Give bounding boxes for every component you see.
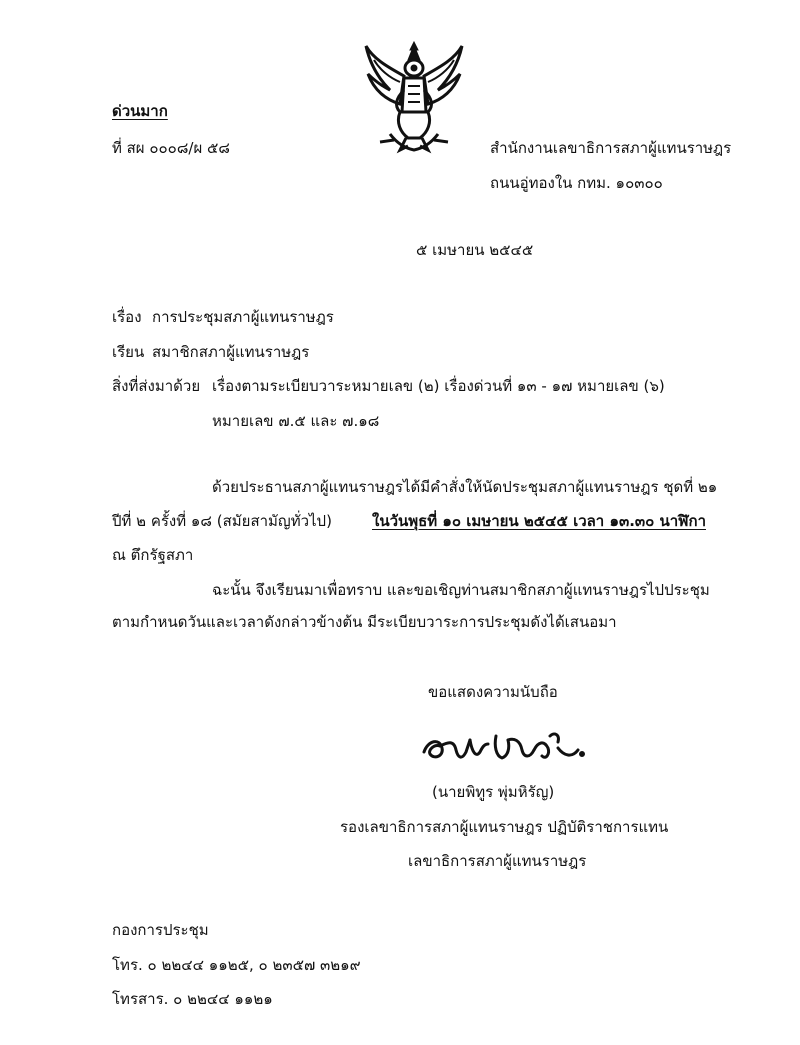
body-paragraph-1-line-3: ณ ตึกรัฐสภา	[112, 546, 194, 564]
footer-phone: โทร. ๐ ๒๒๔๔ ๑๑๒๕, ๐ ๒๓๕๗ ๓๒๑๙	[112, 956, 361, 974]
body-paragraph-1-line-1: ด้วยประธานสภาผู้แทนราษฎรได้มีคำสั่งให้นัดประชุมสภาผู้แทนราษฎร ชุดที่ ๒๑	[212, 478, 718, 496]
recipient-label: เรียน	[112, 343, 145, 361]
sender-address: ถนนอู่ทองใน กทม. ๑๐๓๐๐	[490, 174, 663, 192]
garuda-emblem-icon	[360, 38, 468, 156]
closing-phrase: ขอแสดงความนับถือ	[428, 683, 558, 701]
handwritten-signature-icon	[418, 722, 586, 770]
signer-title-2: เลขาธิการสภาผู้แทนราษฎร	[408, 852, 587, 870]
subject-text: การประชุมสภาผู้แทนราษฎร	[152, 308, 334, 326]
urgency-label: ด่วนมาก	[112, 102, 168, 120]
meeting-datetime: ในวันพุธที่ ๑๐ เมษายน ๒๕๔๕ เวลา ๑๓.๓๐ นาฬิกา	[372, 512, 706, 530]
reference-number: ที่ สผ ๐๐๐๘/ผ ๕๘	[112, 139, 230, 157]
recipient-text: สมาชิกสภาผู้แทนราษฎร	[152, 343, 310, 361]
sender-office: สำนักงานเลขาธิการสภาผู้แทนราษฎร	[490, 139, 732, 157]
signer-name: (นายพิทูร พุ่มหิรัญ)	[432, 783, 555, 801]
body-paragraph-2-line-1: ฉะนั้น จึงเรียนมาเพื่อทราบ และขอเชิญท่านสมาชิกสภาผู้แทนราษฎรไปประชุม	[212, 581, 710, 599]
footer-division: กองการประชุม	[112, 921, 209, 939]
enclosure-line-1: เรื่องตามระเบียบวาระหมายเลข (๒) เรื่องด่วนที่ ๑๓ - ๑๗ หมายเลข (๖)	[212, 377, 665, 395]
body-paragraph-1-line-2a: ปีที่ ๒ ครั้งที่ ๑๘ (สมัยสามัญทั่วไป)	[112, 512, 332, 530]
subject-label: เรื่อง	[112, 308, 142, 326]
body-paragraph-2-line-2: ตามกำหนดวันและเวลาดังกล่าวข้างต้น มีระเบียบวาระการประชุมดังได้เสนอมา	[112, 613, 617, 631]
footer-fax: โทรสาร. ๐ ๒๒๔๔ ๑๑๒๑	[112, 990, 273, 1008]
signer-title-1: รองเลขาธิการสภาผู้แทนราษฎร ปฏิบัติราชการแทน	[340, 818, 669, 836]
enclosure-line-2: หมายเลข ๗.๕ และ ๗.๑๘	[212, 412, 380, 430]
enclosure-label: สิ่งที่ส่งมาด้วย	[112, 377, 201, 395]
letter-date: ๕ เมษายน ๒๕๔๕	[416, 241, 534, 259]
